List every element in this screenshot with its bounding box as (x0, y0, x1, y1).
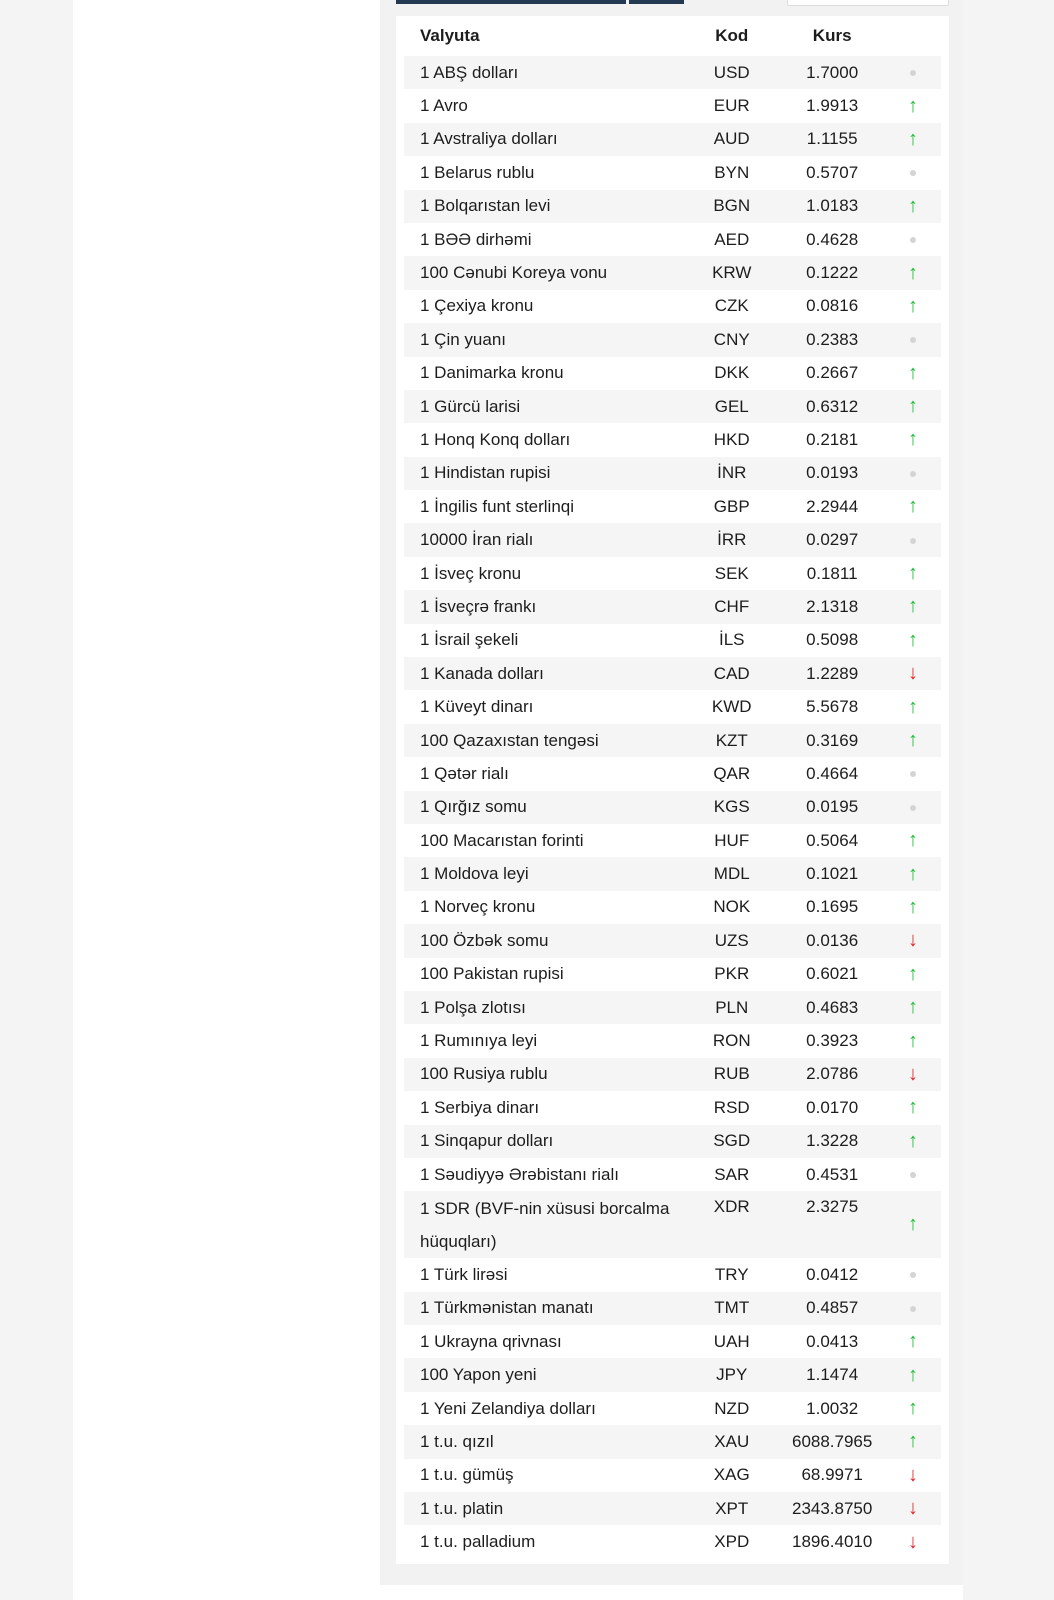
dot-icon (910, 471, 916, 477)
currency-code: UAH (713, 1331, 750, 1351)
trend-cell (885, 457, 941, 490)
dot-icon (910, 771, 916, 777)
trend-cell (885, 1358, 941, 1391)
currency-code: CAD (684, 657, 779, 690)
trend-cell (885, 1058, 941, 1091)
table-row (404, 891, 941, 924)
currency-name: 1 SDR (BVF-nin xüsusi borcalma hüquqları) (404, 1191, 684, 1258)
arrow-up-icon: ↑ (908, 895, 919, 918)
trend-cell (885, 824, 941, 857)
currency-code: XPT (684, 1492, 779, 1525)
exchange-rate: 2.0786 (779, 1058, 885, 1091)
dot-icon (910, 538, 916, 544)
currency-name: 1 Avro (420, 96, 468, 116)
currency-code: HKD (713, 429, 750, 449)
exchange-rate: 1.2289 (779, 657, 885, 690)
currency-code: USD (684, 56, 779, 89)
trend-cell (885, 256, 941, 289)
currency-code: KZT (684, 724, 779, 757)
arrow-down-icon: ↓ (908, 929, 919, 952)
arrow-up-icon: ↑ (908, 1397, 919, 1420)
arrow-up-icon: ↑ (908, 261, 919, 284)
exchange-rate: 2.1318 (779, 590, 885, 623)
trend-cell (885, 724, 941, 757)
currency-name: 1 İsveç kronu (420, 563, 522, 583)
trend-cell (885, 791, 941, 824)
exchange-rate: 1.1474 (779, 1358, 885, 1391)
arrow-down-icon: ↓ (908, 1530, 919, 1553)
table-row (404, 958, 941, 991)
currency-code: GEL (684, 390, 779, 423)
exchange-rate: 5.5678 (806, 697, 859, 717)
arrow-up-icon: ↑ (908, 94, 919, 117)
currency-code: RUB (684, 1058, 779, 1091)
currency-name: 1 t.u. gümüş (420, 1465, 514, 1485)
currency-code: NOK (713, 897, 751, 917)
exchange-rate: 0.5098 (806, 630, 859, 650)
currency-code: QAR (713, 763, 751, 783)
dot-icon (910, 1306, 916, 1312)
currency-name: 1 Kanada dolları (404, 657, 684, 690)
trend-cell (885, 357, 941, 390)
dot-icon (910, 805, 916, 811)
exchange-rate: 0.4628 (806, 229, 859, 249)
currency-code: MDL (684, 857, 779, 890)
currency-code: GBP (713, 496, 750, 516)
header-code: Kod (715, 26, 749, 45)
currency-name: 1 Çexiya kronu (420, 296, 534, 316)
arrow-up-icon: ↑ (908, 395, 919, 418)
currency-code: PKR (714, 964, 750, 984)
header-rate: Kurs (812, 26, 852, 45)
trend-cell (885, 924, 941, 957)
arrow-up-icon: ↑ (908, 562, 919, 585)
trend-cell (885, 690, 941, 723)
table-row (404, 1158, 941, 1191)
dot-icon (910, 70, 916, 76)
currency-name: 1 Türk lirəsi (420, 1264, 508, 1284)
currency-code: NZD (714, 1398, 750, 1418)
table-row (404, 791, 941, 824)
arrow-up-icon: ↑ (908, 862, 919, 885)
currency-code: PLN (684, 991, 779, 1024)
trend-cell (885, 757, 941, 790)
arrow-up-icon: ↑ (908, 294, 919, 317)
table-row (404, 1525, 941, 1558)
trend-cell (885, 1492, 941, 1525)
table-row (404, 256, 941, 289)
currency-code: İNR (684, 457, 779, 490)
currency-name: 1 Polşa zlotısı (404, 991, 684, 1024)
currency-code: BGN (684, 190, 779, 223)
table-row (404, 290, 941, 323)
currency-name: 100 Özbək somu (404, 924, 684, 957)
currency-code: CHF (684, 590, 779, 623)
trend-cell (885, 423, 941, 456)
arrow-up-icon: ↑ (908, 127, 919, 150)
exchange-rate: 0.2667 (806, 363, 859, 383)
exchange-rate: 0.4857 (779, 1292, 885, 1325)
trend-cell (885, 1158, 941, 1191)
currency-name: 1 Türkmənistan manatı (404, 1292, 684, 1325)
table-row (404, 457, 941, 490)
currency-name: 100 Cənubi Koreya vonu (404, 256, 684, 289)
rates-table (404, 16, 941, 1559)
trend-cell (885, 958, 941, 991)
exchange-rate: 0.0170 (806, 1097, 859, 1117)
table-row (404, 357, 941, 390)
trend-cell (885, 624, 941, 657)
exchange-rate: 2.2944 (806, 496, 859, 516)
currency-code: CZK (714, 296, 749, 316)
currency-code: XAU (684, 1425, 779, 1458)
arrow-up-icon: ↑ (908, 428, 919, 451)
table-row (404, 190, 941, 223)
dot-icon (910, 1172, 916, 1178)
arrow-up-icon: ↑ (908, 1129, 919, 1152)
trend-cell (885, 190, 941, 223)
currency-name: 1 Hindistan rupisi (404, 457, 684, 490)
exchange-rate: 0.0816 (806, 296, 859, 316)
currency-name: 1 İsveçrə frankı (404, 590, 684, 623)
exchange-rate: 1.9913 (806, 96, 859, 116)
trend-cell (885, 557, 941, 590)
header-currency: Valyuta (420, 26, 480, 45)
currency-code: BYN (714, 162, 750, 182)
exchange-rate: 0.1695 (806, 897, 859, 917)
table-row (404, 56, 941, 89)
exchange-rate: 0.4664 (806, 763, 859, 783)
table-row (404, 690, 941, 723)
currency-code: KGS (684, 791, 779, 824)
currency-code: DKK (714, 363, 750, 383)
table-row (404, 1325, 941, 1358)
currency-code: KWD (711, 697, 752, 717)
currency-name: 1 Danimarka kronu (420, 363, 564, 383)
currency-code: XPD (714, 1532, 750, 1552)
currency-code: TMT (684, 1292, 779, 1325)
currency-name: 1 Serbiya dinarı (420, 1097, 540, 1117)
trend-cell (885, 1425, 941, 1458)
exchange-rate: 0.4683 (779, 991, 885, 1024)
arrow-up-icon: ↑ (908, 695, 919, 718)
trend-cell (885, 390, 941, 423)
exchange-rate: 0.0193 (779, 457, 885, 490)
table-row (404, 156, 941, 189)
currency-name: 1 Səudiyyə Ərəbistanı rialı (420, 1164, 619, 1184)
trend-cell (885, 56, 941, 89)
exchange-rate: 0.0413 (806, 1331, 859, 1351)
table-row (404, 223, 941, 256)
exchange-rate: 0.2383 (779, 323, 885, 356)
exchange-rate: 6088.7965 (779, 1425, 885, 1458)
arrow-up-icon: ↑ (908, 1096, 919, 1119)
currency-name: 1 BƏƏ dirhəmi (420, 229, 532, 249)
currency-name: 100 Rusiya rublu (404, 1058, 684, 1091)
currency-code: JPY (684, 1358, 779, 1391)
dot-icon (910, 170, 916, 176)
currency-name: 1 Qətər rialı (420, 763, 509, 783)
exchange-rate: 0.5064 (806, 830, 859, 850)
currency-code: TRY (714, 1264, 749, 1284)
currency-code: XDR (684, 1191, 779, 1258)
exchange-rate: 0.6021 (806, 964, 859, 984)
arrow-up-icon: ↑ (908, 1213, 919, 1236)
trend-cell (885, 490, 941, 523)
arrow-up-icon: ↑ (908, 996, 919, 1019)
table-row (404, 1024, 941, 1057)
currency-code: RON (712, 1031, 751, 1051)
table-row (404, 1292, 941, 1325)
table-row (404, 991, 941, 1024)
arrow-up-icon: ↑ (908, 1029, 919, 1052)
arrow-up-icon: ↑ (908, 829, 919, 852)
trend-cell (885, 523, 941, 556)
arrow-up-icon: ↑ (908, 595, 919, 618)
table-row (404, 624, 941, 657)
currency-name: 1 t.u. qızıl (404, 1425, 684, 1458)
trend-cell (885, 657, 941, 690)
table-row (404, 724, 941, 757)
currency-code: SEK (714, 563, 749, 583)
exchange-rate: 0.6312 (779, 390, 885, 423)
exchange-rate: 0.0136 (779, 924, 885, 957)
trend-cell (885, 156, 941, 189)
exchange-rate: 0.0297 (779, 523, 885, 556)
currency-name: 1 Sinqapur dolları (404, 1125, 684, 1158)
table-row (404, 857, 941, 890)
table-row (404, 657, 941, 690)
table-row (404, 590, 941, 623)
arrow-up-icon: ↑ (908, 628, 919, 651)
trend-cell (885, 1091, 941, 1124)
currency-name: 1 Norveç kronu (420, 897, 536, 917)
currency-code: XAG (713, 1465, 750, 1485)
table-row (404, 1459, 941, 1492)
currency-code: İRR (684, 523, 779, 556)
currency-name: 100 Pakistan rupisi (420, 964, 564, 984)
arrow-up-icon: ↑ (908, 1430, 919, 1453)
currency-name: 1 Yeni Zelandiya dolları (420, 1398, 596, 1418)
exchange-rate: 1.0183 (779, 190, 885, 223)
trend-cell (885, 590, 941, 623)
currency-name: 100 Yapon yeni (404, 1358, 684, 1391)
exchange-rate: 0.4531 (806, 1164, 859, 1184)
trend-cell (885, 223, 941, 256)
currency-name: 1 Rumınıya leyi (420, 1031, 538, 1051)
arrow-up-icon: ↑ (908, 495, 919, 518)
trend-cell (885, 1125, 941, 1158)
exchange-rate: 2343.8750 (779, 1492, 885, 1525)
currency-name: 1 Küveyt dinarı (420, 697, 534, 717)
exchange-rate: 0.1021 (779, 857, 885, 890)
arrow-up-icon: ↑ (908, 1330, 919, 1353)
table-row (404, 824, 941, 857)
currency-name: 1 Çin yuanı (404, 323, 684, 356)
trend-cell (885, 1459, 941, 1492)
dot-icon (910, 1272, 916, 1278)
arrow-up-icon: ↑ (908, 1363, 919, 1386)
arrow-down-icon: ↓ (908, 1463, 919, 1486)
trend-cell (885, 857, 941, 890)
currency-name: 100 Macarıstan forinti (420, 830, 584, 850)
exchange-rate: 2.3275 (779, 1191, 885, 1258)
currency-name: 10000 İran rialı (404, 523, 684, 556)
rates-body (404, 56, 941, 1559)
arrow-up-icon: ↑ (908, 361, 919, 384)
arrow-down-icon: ↓ (908, 1497, 919, 1520)
currency-name: 1 Moldova leyi (404, 857, 684, 890)
tab-active-indicator[interactable] (396, 0, 626, 4)
currency-name: 1 Gürcü larisi (404, 390, 684, 423)
exchange-rate: 1896.4010 (791, 1532, 873, 1552)
currency-code: CNY (684, 323, 779, 356)
table-row (404, 523, 941, 556)
trend-cell (885, 323, 941, 356)
exchange-rate: 0.0195 (779, 791, 885, 824)
currency-name: 1 t.u. platin (404, 1492, 684, 1525)
exchange-rate: 0.2181 (806, 429, 859, 449)
currency-code: SAR (714, 1164, 750, 1184)
exchange-rate: 0.3923 (806, 1031, 859, 1051)
currency-name: 1 İsrail şekeli (420, 630, 519, 650)
trend-cell (885, 1258, 941, 1291)
table-row (404, 1058, 941, 1091)
currency-name: 1 Bolqarıstan levi (404, 190, 684, 223)
exchange-rate: 0.0412 (806, 1264, 859, 1284)
tab-indicator[interactable] (629, 0, 684, 4)
arrow-up-icon: ↑ (908, 962, 919, 985)
currency-name: 1 Avstraliya dolları (404, 123, 684, 156)
exchange-rate: 1.3228 (779, 1125, 885, 1158)
trend-cell (885, 89, 941, 122)
currency-code: HUF (714, 830, 750, 850)
currency-code: AED (714, 229, 750, 249)
exchange-rate: 68.9971 (801, 1465, 863, 1485)
currency-name: 100 Qazaxıstan tengəsi (404, 724, 684, 757)
currency-code: KRW (684, 256, 779, 289)
currency-name: 1 Honq Konq dolları (420, 429, 571, 449)
table-row (404, 1358, 941, 1391)
trend-cell (885, 290, 941, 323)
table-row (404, 123, 941, 156)
currency-name: 1 t.u. palladium (420, 1532, 536, 1552)
exchange-rate: 0.1222 (779, 256, 885, 289)
table-row (404, 390, 941, 423)
table-row (404, 1392, 941, 1425)
currency-code: EUR (713, 96, 750, 116)
table-row (404, 323, 941, 356)
rates-card (396, 16, 949, 1564)
arrow-up-icon: ↑ (908, 729, 919, 751)
trend-cell (885, 123, 941, 156)
trend-cell (885, 991, 941, 1024)
currency-code: İLS (718, 630, 745, 650)
trend-cell (885, 1292, 941, 1325)
dot-icon (910, 337, 916, 343)
arrow-up-icon: ↑ (908, 194, 919, 217)
trend-cell (885, 891, 941, 924)
header-trend (885, 16, 941, 56)
currency-name: 1 ABŞ dolları (404, 56, 684, 89)
table-row (404, 557, 941, 590)
currency-name: 1 Ukrayna qrivnası (420, 1331, 562, 1351)
currency-name: 1 Qırğız somu (404, 791, 684, 824)
table-row (404, 1425, 941, 1458)
table-row (404, 757, 941, 790)
exchange-rate: 0.1811 (806, 563, 858, 583)
table-row (404, 490, 941, 523)
trend-cell (885, 1325, 941, 1358)
currency-code: SGD (684, 1125, 779, 1158)
exchange-rate: 0.5707 (806, 162, 859, 182)
trend-cell (885, 1191, 941, 1258)
table-row (404, 924, 941, 957)
trend-cell (885, 1525, 941, 1558)
table-row (404, 1091, 941, 1124)
exchange-rate: 1.0032 (806, 1398, 859, 1418)
exchange-rate: 0.3169 (779, 724, 885, 757)
table-row (404, 89, 941, 122)
currency-code: AUD (684, 123, 779, 156)
dot-icon (910, 237, 916, 243)
exchange-rate: 1.1155 (779, 123, 885, 156)
trend-cell (885, 1392, 941, 1425)
table-row (404, 1191, 941, 1258)
currency-code: UZS (684, 924, 779, 957)
date-input[interactable] (787, 0, 949, 6)
table-row (404, 1492, 941, 1525)
trend-cell (885, 1024, 941, 1057)
currency-name: 1 İngilis funt sterlinqi (420, 496, 575, 516)
table-row (404, 1258, 941, 1291)
table-row (404, 423, 941, 456)
arrow-down-icon: ↓ (908, 662, 919, 685)
arrow-down-icon: ↓ (908, 1062, 919, 1085)
table-row (404, 1125, 941, 1158)
table-header-row (404, 16, 941, 56)
currency-name: 1 Belarus rublu (420, 162, 535, 182)
currency-code: RSD (713, 1097, 750, 1117)
exchange-rate: 1.7000 (779, 56, 885, 89)
